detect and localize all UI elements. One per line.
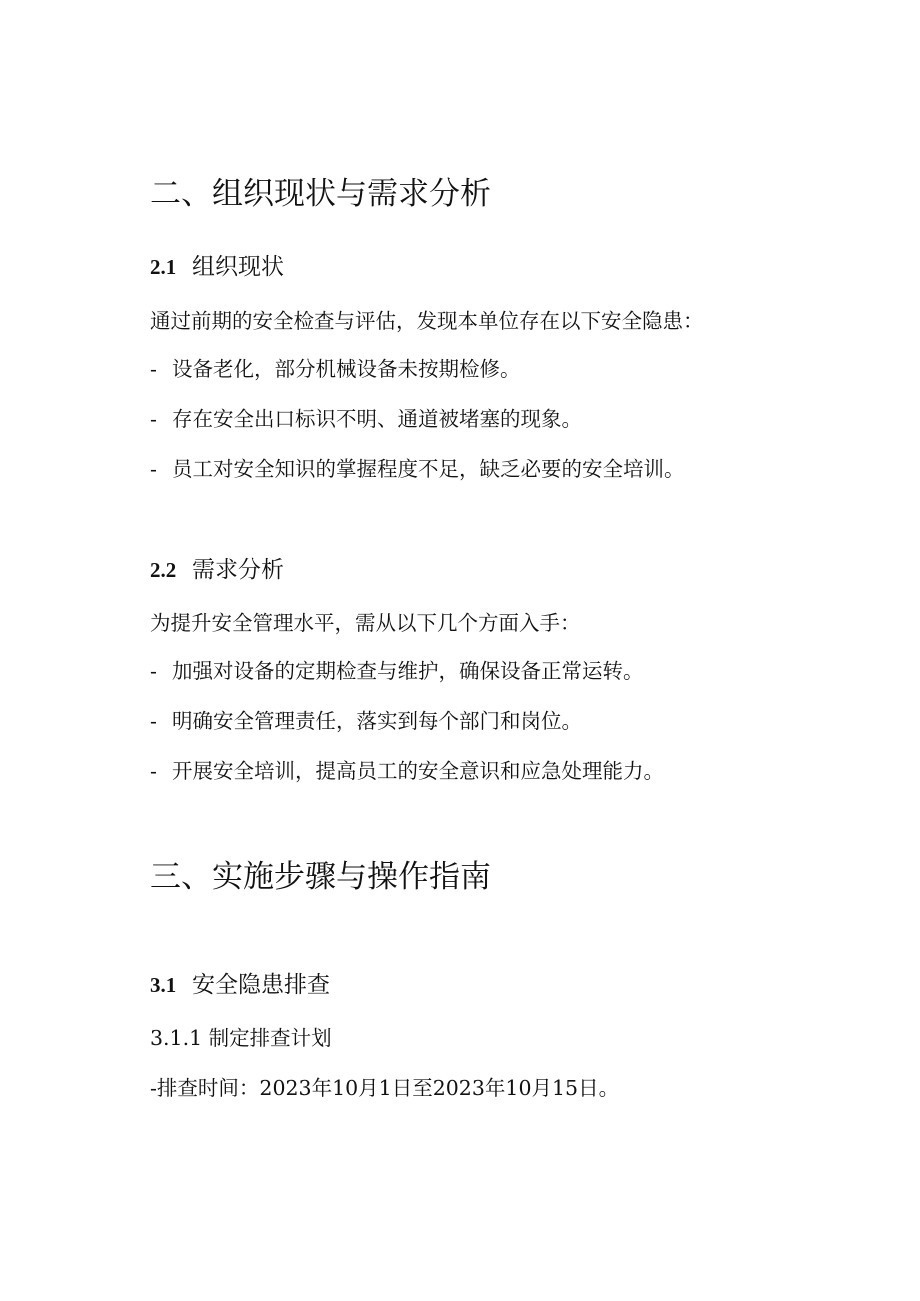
- list-item: [150, 758, 664, 784]
- subsection-title: 需求分析: [192, 557, 284, 583]
- schedule-line: -排查时间：2023年10月1日至2023年10月15日。: [150, 1076, 620, 1100]
- list-item-text: 存在安全出口标识不明、通道被堵塞的现象。: [172, 407, 582, 431]
- subsection-2-2-heading: [150, 556, 284, 584]
- list-item-text: 员工对安全知识的掌握程度不足，缺乏必要的安全培训。: [172, 457, 685, 481]
- bullet-dash: -: [150, 709, 157, 733]
- list-item-text: 加强对设备的定期检查与维护，确保设备正常运转。: [172, 659, 644, 683]
- bullet-dash: -: [150, 407, 157, 431]
- list-item-text: 明确安全管理责任，落实到每个部门和岗位。: [172, 709, 582, 733]
- subsection-title: 组织现状: [192, 254, 284, 280]
- subsection-number: 3.1: [150, 973, 177, 997]
- subsubsection-3-1-1-heading: 3.1.1 制定排查计划: [150, 1026, 332, 1050]
- list-item-text: 设备老化，部分机械设备未按期检修。: [172, 357, 521, 381]
- list-item: [150, 456, 685, 482]
- subsection-2-1-heading: [150, 253, 284, 281]
- section-2-heading: 二、组织现状与需求分析: [150, 176, 491, 212]
- list-item: [150, 708, 582, 734]
- paragraph-status-intro: 通过前期的安全检查与评估，发现本单位存在以下安全隐患：: [150, 309, 704, 333]
- section-3-heading: 三、实施步骤与操作指南: [150, 859, 491, 895]
- subsection-number: 2.1: [150, 255, 177, 279]
- paragraph-needs-intro: 为提升安全管理水平，需从以下几个方面入手：: [150, 611, 581, 635]
- list-item: [150, 658, 644, 684]
- list-item: [150, 356, 521, 382]
- subsection-3-1-heading: [150, 971, 330, 999]
- bullet-dash: -: [150, 759, 157, 783]
- subsection-number: 2.2: [150, 558, 177, 582]
- bullet-dash: -: [150, 457, 157, 481]
- list-item-text: 开展安全培训，提高员工的安全意识和应急处理能力。: [172, 759, 664, 783]
- list-item: [150, 406, 582, 432]
- bullet-dash: -: [150, 357, 157, 381]
- bullet-dash: -: [150, 659, 157, 683]
- subsection-title: 安全隐患排查: [192, 972, 330, 998]
